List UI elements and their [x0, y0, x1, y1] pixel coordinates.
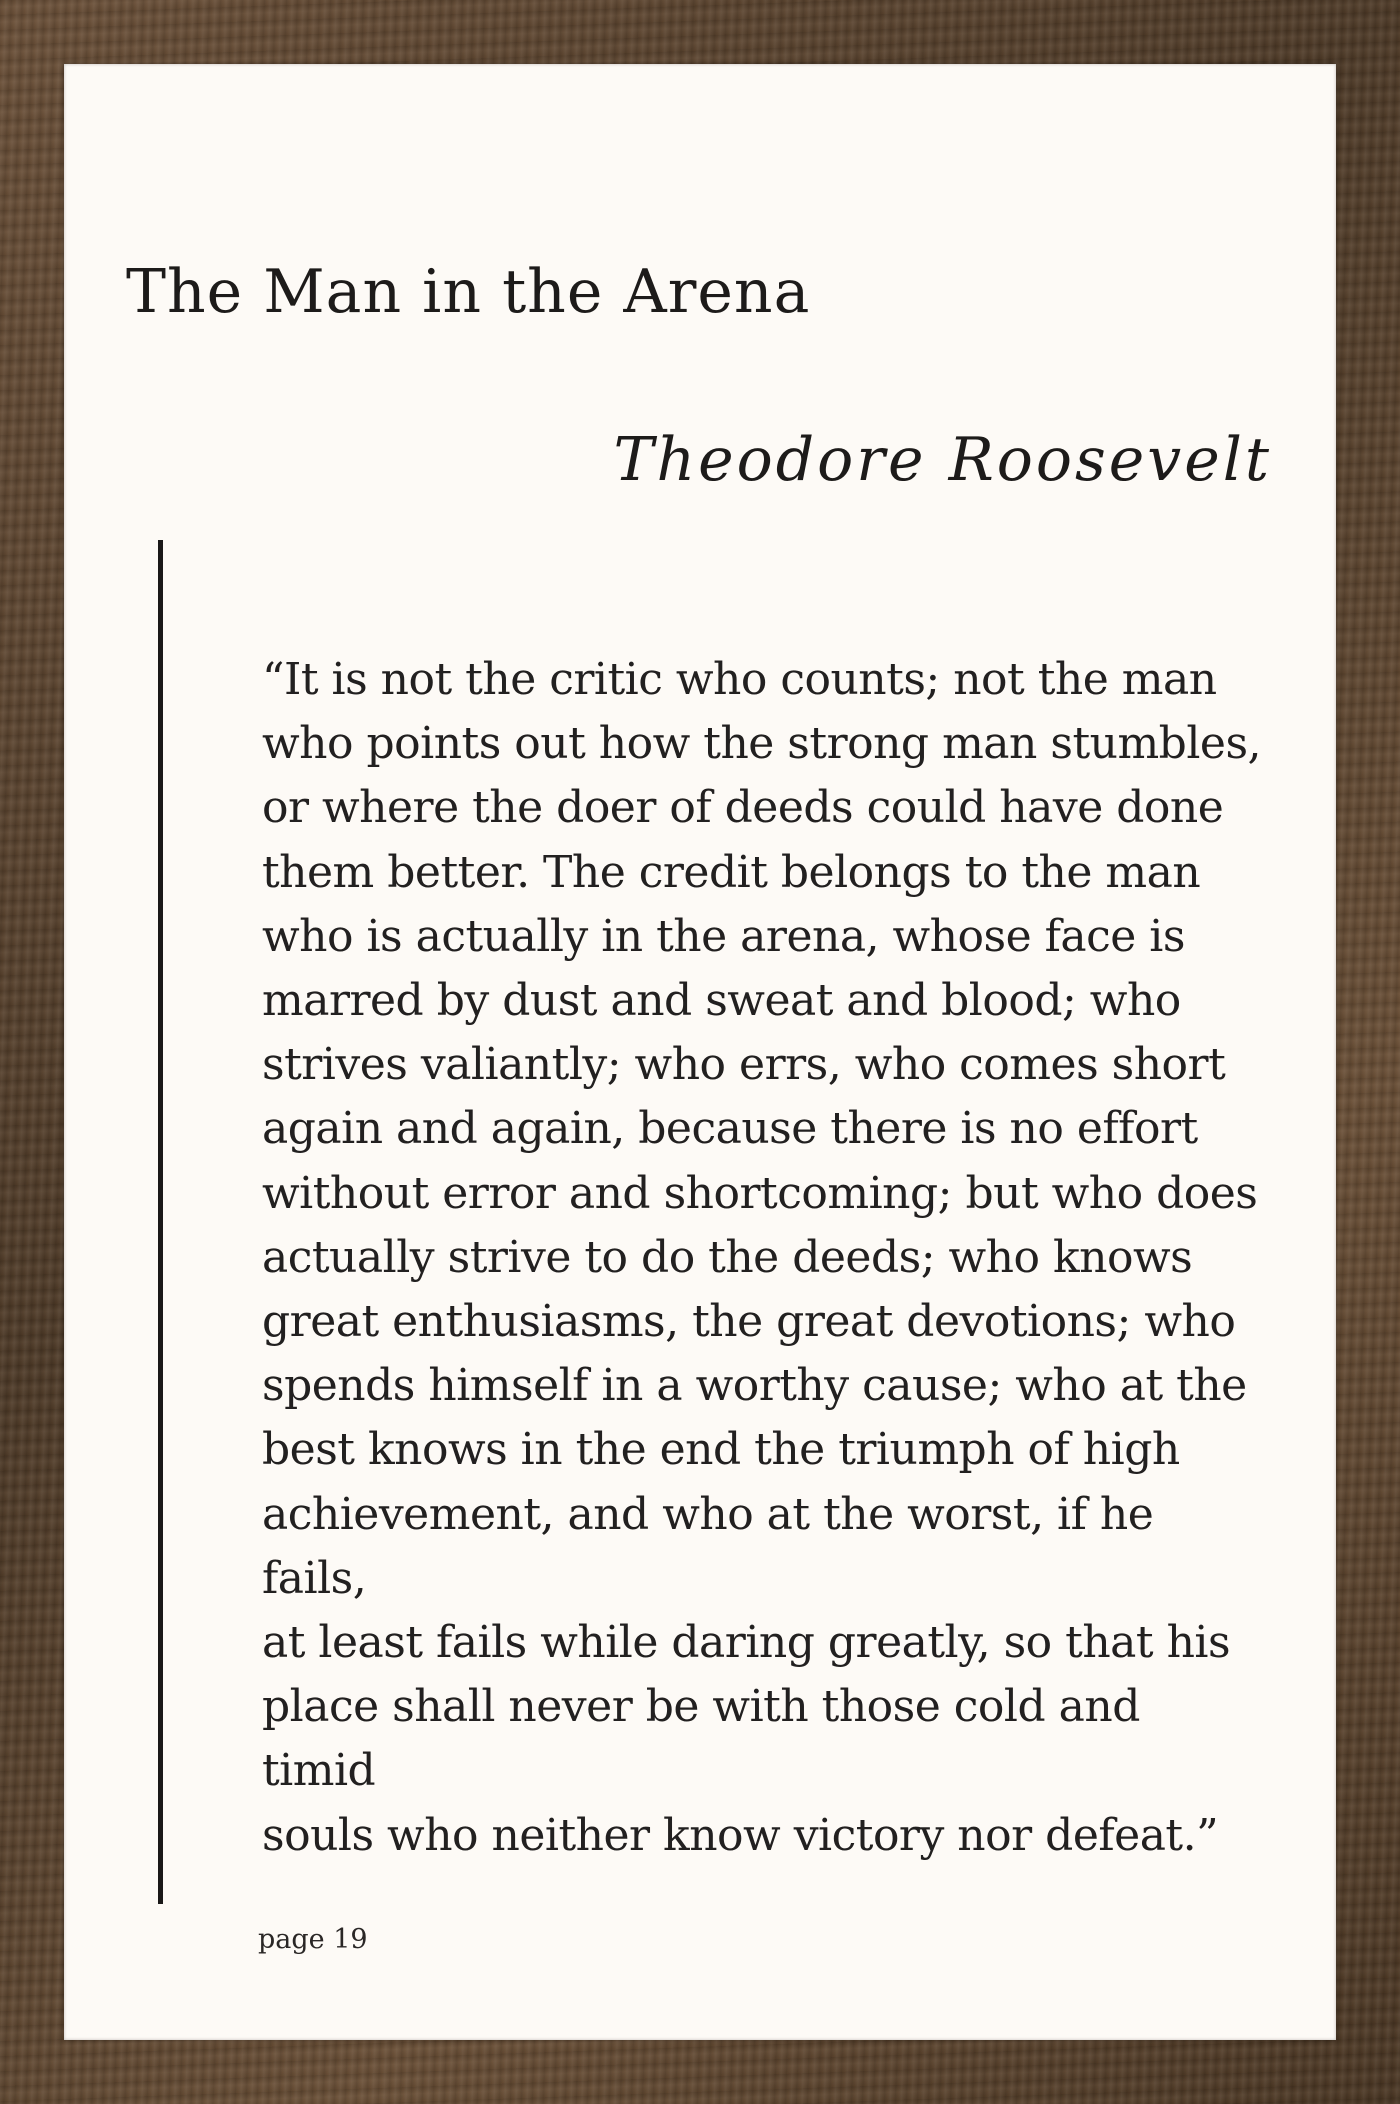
- vertical-rule: [158, 540, 163, 1904]
- author-name: Theodore Roosevelt: [613, 425, 1272, 495]
- page-number: page 19: [258, 1924, 368, 1955]
- poster-paper: [64, 64, 1336, 2040]
- quote-text: “It is not the critic who counts; not the man who points out how the strong man stumbles, or where the doer of deeds could have done them better. The credit belongs to the man who is actually in the arena, whose face is marred by dust and sweat and blood; who strives valiantly; who errs, who comes short again and again, because there is no effort without error and shortcoming; but who does actually strive to do the deeds; who knows great enthusiasms, the great devotions; who spends himself in a worthy cause; who at the best knows in the end the triumph of high achievement, and who at the worst, if he fails, at least fails while daring greatly, so that his place shall never be with those cold and timid souls who neither know victory nor defeat.”: [262, 654, 1262, 1861]
- poster-title: The Man in the Arena: [126, 257, 811, 327]
